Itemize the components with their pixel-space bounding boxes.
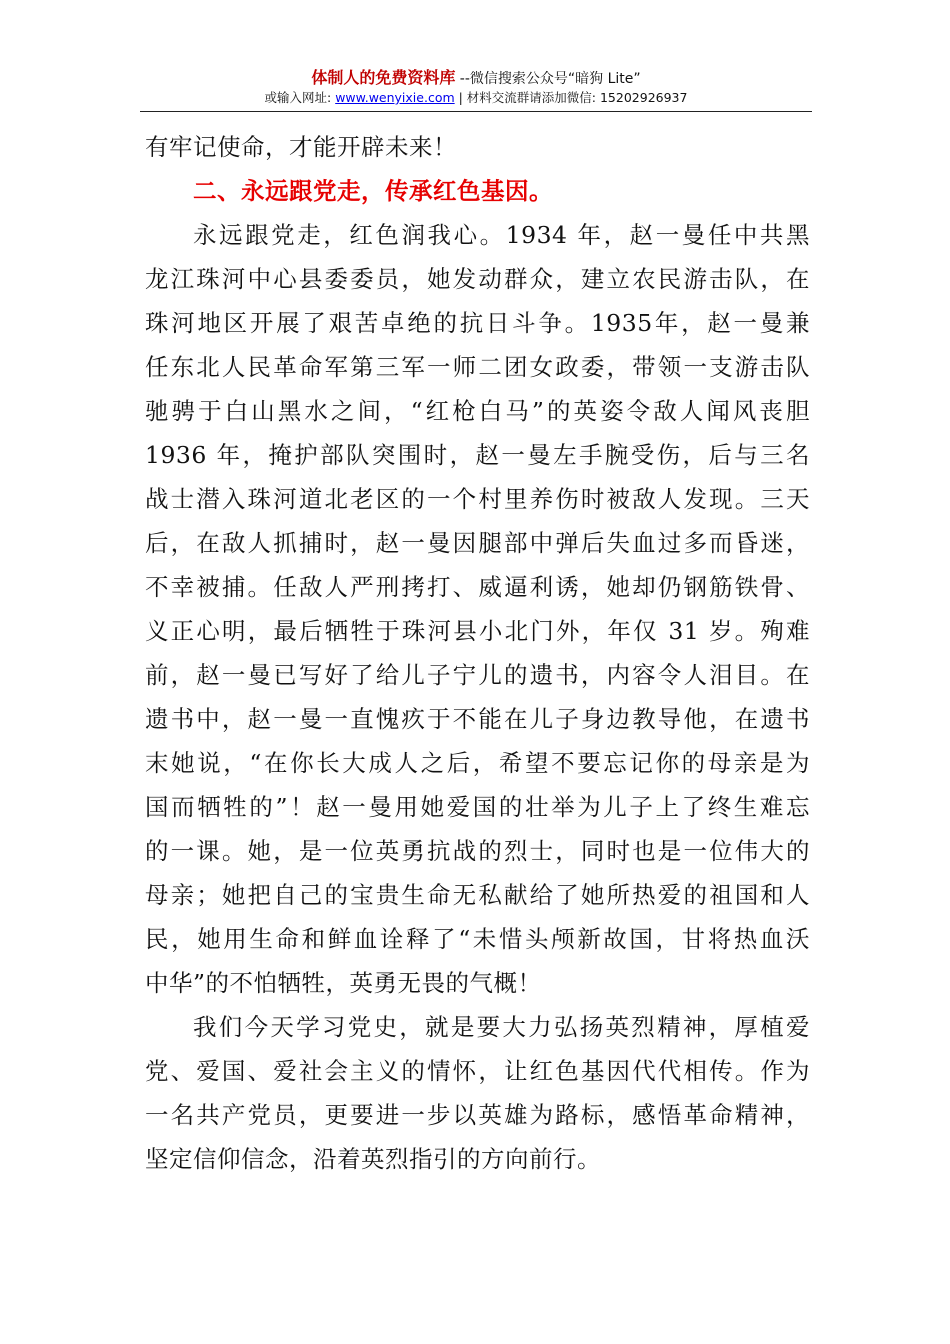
paragraph-line: 永远跟党走，红色润我心。1934 年，赵一曼任中共黑 bbox=[193, 221, 810, 249]
header-divider bbox=[140, 111, 812, 112]
header-brand: 体制人的免费资料库 bbox=[311, 68, 456, 87]
header-website-link[interactable]: www.wenyixie.com bbox=[335, 90, 455, 105]
paragraph-line: 党、爱国、爱社会主义的情怀，让红色基因代代相传。作为 bbox=[145, 1057, 810, 1085]
paragraph-line: 义正心明，最后牺牲于珠河县小北门外，年仅 31 岁。殉难 bbox=[145, 617, 810, 645]
paragraph-line: 任东北人民革命军第三军一师二团女政委，带领一支游击队 bbox=[145, 353, 810, 381]
paragraph-line: 国而牺牲的”！赵一曼用她爱国的壮举为儿子上了终生难忘 bbox=[145, 793, 810, 821]
paragraph-line: 末她说，“在你长大成人之后，希望不要忘记你的母亲是为 bbox=[145, 749, 810, 777]
paragraph-line: 龙江珠河中心县委委员，她发动群众，建立农民游击队，在 bbox=[145, 265, 810, 293]
paragraph-line: 的一课。她，是一位英勇抗战的烈士，同时也是一位伟大的 bbox=[145, 837, 810, 865]
header-url-prefix: 或输入网址: bbox=[264, 90, 336, 105]
section-heading: 二、永远跟党走，传承红色基因。 bbox=[193, 177, 553, 205]
paragraph-line: 遗书中，赵一曼一直愧疚于不能在儿子身边教导他，在遗书 bbox=[145, 705, 810, 733]
paragraph-line: 战士潜入珠河道北老区的一个村里养伤时被敌人发现。三天 bbox=[145, 485, 810, 513]
paragraph-line: 后，在敌人抓捕时，赵一曼因腿部中弹后失血过多而昏迷， bbox=[145, 529, 810, 557]
paragraph-line: 1936 年，掩护部队突围时，赵一曼左手腕受伤，后与三名 bbox=[145, 441, 810, 469]
page-header bbox=[140, 68, 812, 107]
document-body bbox=[145, 125, 810, 1181]
paragraph-line: 驰骋于白山黑水之间，“红枪白马”的英姿令敌人闻风丧胆 bbox=[145, 397, 810, 425]
header-contact-info: | 材料交流群请添加微信: 15202926937 bbox=[454, 90, 688, 105]
paragraph-line: 中华”的不怕牺牲，英勇无畏的气概！ bbox=[145, 969, 542, 997]
paragraph-line: 珠河地区开展了艰苦卓绝的抗日斗争。1935年，赵一曼兼 bbox=[145, 309, 810, 337]
paragraph-line: 前，赵一曼已写好了给儿子宁儿的遗书，内容令人泪目。在 bbox=[145, 661, 810, 689]
header-contact-line bbox=[140, 89, 812, 107]
paragraph-line: 民，她用生命和鲜血诠释了“未惜头颅新故国，甘将热血沃 bbox=[145, 925, 810, 953]
paragraph-line: 坚定信仰信念，沿着英烈指引的方向前行。 bbox=[145, 1145, 601, 1173]
header-title-line bbox=[140, 68, 812, 89]
paragraph-line: 我们今天学习党史，就是要大力弘扬英烈精神，厚植爱 bbox=[193, 1013, 810, 1041]
paragraph-line: 母亲；她把自己的宝贵生命无私献给了她所热爱的祖国和人 bbox=[145, 881, 810, 909]
paragraph-line: 不幸被捕。任敌人严刑拷打、威逼利诱，她却仍钢筋铁骨、 bbox=[145, 573, 810, 601]
paragraph-line: 有牢记使命，才能开辟未来！ bbox=[145, 133, 457, 161]
paragraph-line: 一名共产党员，更要进一步以英雄为路标，感悟革命精神， bbox=[145, 1101, 810, 1129]
header-tagline: --微信搜索公众号“暗狗 Lite” bbox=[455, 71, 641, 87]
